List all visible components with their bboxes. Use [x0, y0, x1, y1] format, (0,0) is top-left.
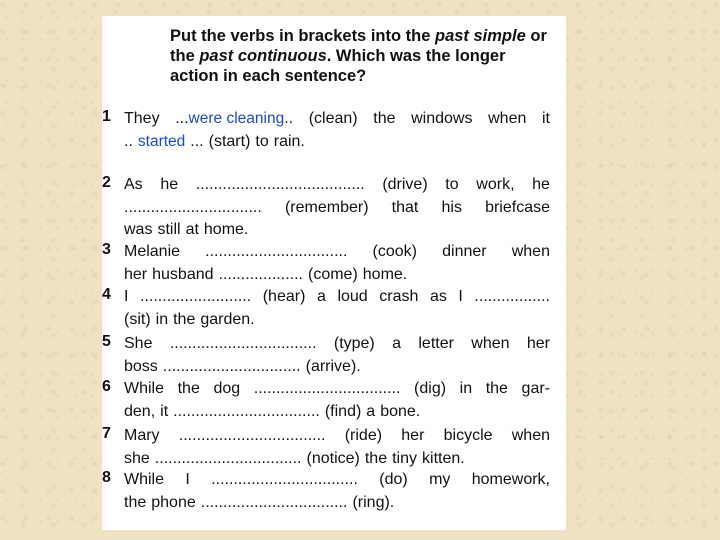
word: he [160, 176, 179, 193]
word: briefcase [485, 198, 550, 216]
word: She [124, 335, 153, 352]
word: As [124, 176, 143, 193]
item-body [124, 286, 550, 331]
word: (do) [379, 471, 408, 488]
answer-blank: ................................. [154, 449, 302, 467]
word: garden. [200, 310, 255, 328]
word: Melanie [124, 243, 181, 260]
word: gar- [521, 380, 550, 397]
item-line [124, 264, 550, 287]
word: tiny [392, 449, 418, 467]
answer-blank: ................... [218, 265, 303, 283]
item-body [124, 108, 550, 153]
word: I [458, 288, 463, 305]
word: husband [152, 265, 214, 283]
word: crash [379, 288, 419, 305]
item-number: 7 [102, 425, 111, 442]
item-line [124, 492, 550, 515]
item-number: 2 [102, 174, 111, 191]
answer-blank: ................................. [169, 335, 317, 352]
word: (drive) [382, 176, 428, 193]
item-number: 8 [102, 469, 111, 486]
answer-blank: ......................... [140, 288, 252, 305]
word: her [124, 265, 148, 283]
word: (cook) [372, 243, 417, 260]
dots: .. [284, 110, 294, 127]
word: While [124, 471, 165, 488]
word: as [429, 288, 447, 305]
word: his [441, 198, 462, 216]
item-number: 6 [102, 378, 111, 395]
word: kitten. [422, 449, 465, 467]
word: the [485, 380, 508, 397]
word: the [124, 493, 147, 511]
answer-blank: ................................. [173, 402, 320, 420]
word: to [445, 176, 459, 193]
answer-blank: ............................... [162, 357, 301, 375]
item-body [124, 469, 550, 514]
word: it [541, 110, 550, 127]
word: dinner [442, 243, 487, 260]
handwritten-answer-2: started [137, 132, 186, 150]
item-line [124, 356, 550, 379]
word: when [488, 110, 527, 127]
word [175, 108, 293, 131]
task-text-1: Put the verbs in brackets into the [170, 27, 435, 45]
item-line [124, 448, 550, 471]
item-line [124, 425, 550, 448]
item-number: 1 [102, 108, 111, 125]
word: (remember) [284, 198, 369, 216]
word: windows [411, 110, 473, 127]
word: home. [203, 221, 249, 238]
word: a [366, 402, 376, 420]
word: the [177, 380, 200, 397]
item-body [124, 425, 550, 470]
word: when [511, 243, 550, 260]
word: (ring). [352, 493, 395, 511]
answer-blank: ................................. [253, 380, 401, 397]
word: (sit) [124, 310, 151, 328]
word: to [255, 132, 269, 150]
word: at [185, 221, 199, 238]
task-text-2: or the [170, 27, 547, 65]
word: While [124, 380, 165, 397]
word: (type) [333, 335, 375, 352]
word: the [364, 449, 388, 467]
word: in [459, 380, 473, 397]
answer-blank: ................. [474, 288, 550, 305]
item-line [124, 309, 550, 332]
task-term-past-continuous: past continuous [199, 47, 327, 65]
word: it [160, 402, 169, 420]
answer-blank: ............................... [124, 198, 262, 216]
word: bone. [380, 402, 421, 420]
word: still [157, 221, 181, 238]
word: den, [124, 402, 156, 420]
answer-blank: ................................. [200, 493, 348, 511]
item-line [124, 469, 550, 492]
word: I [124, 288, 129, 305]
word: (dig) [414, 380, 447, 397]
word: work, [476, 176, 515, 193]
item-line [124, 108, 550, 131]
word: They [124, 110, 160, 127]
word: the [173, 310, 196, 328]
word: phone [151, 493, 196, 511]
word: (notice) [306, 449, 360, 467]
dots: ... [190, 132, 204, 150]
word: bicycle [443, 427, 493, 444]
item-line [124, 131, 550, 154]
item-line [124, 333, 550, 356]
word: loud [337, 288, 368, 305]
item-body [124, 333, 550, 378]
word: he [532, 176, 550, 193]
handwritten-answer-1: were cleaning [188, 110, 285, 127]
answer-blank: ................................. [211, 471, 358, 488]
answer-blank: ................................ [205, 243, 348, 260]
word: when [511, 427, 550, 444]
word: (come) [307, 265, 358, 283]
word: (start) [208, 132, 251, 150]
item-line [124, 174, 550, 197]
item-line [124, 401, 550, 424]
word: Mary [124, 427, 160, 444]
item-line [124, 197, 550, 220]
word: (arrive). [305, 357, 361, 375]
word: a [392, 335, 402, 352]
word: (find) [324, 402, 362, 420]
word: that [391, 198, 419, 216]
answer-blank: ...................................... [195, 176, 365, 193]
item-body [124, 378, 550, 423]
word: the [373, 110, 396, 127]
word: a [316, 288, 326, 305]
word: homework, [471, 471, 550, 488]
worksheet-page [102, 16, 566, 530]
item-body [124, 174, 550, 242]
word: (ride) [344, 427, 383, 444]
word: she [124, 449, 150, 467]
word: boss [124, 357, 158, 375]
item-number: 5 [102, 333, 111, 350]
word: rain. [273, 132, 305, 150]
item-line [124, 286, 550, 309]
word: letter [418, 335, 454, 352]
item-number: 4 [102, 286, 111, 303]
task-instructions [170, 26, 554, 86]
dots: .. [124, 132, 133, 150]
item-line [124, 241, 550, 264]
word: in [155, 310, 169, 328]
word: (hear) [262, 288, 306, 305]
word: dog [213, 380, 241, 397]
word: my [429, 471, 451, 488]
answer-blank: ................................. [178, 427, 326, 444]
word: (clean) [308, 110, 358, 127]
word: when [471, 335, 510, 352]
task-text-3: . Which was the longer action in each sentence? [170, 47, 506, 85]
dots: ... [175, 110, 189, 127]
word: I [185, 471, 190, 488]
item-line [124, 219, 550, 242]
item-body [124, 241, 550, 286]
word: her [401, 427, 425, 444]
item-number: 3 [102, 241, 111, 258]
word: was [124, 221, 153, 238]
task-term-past-simple: past simple [434, 27, 526, 45]
word: home. [362, 265, 408, 283]
item-line [124, 378, 550, 401]
word: her [526, 335, 550, 352]
